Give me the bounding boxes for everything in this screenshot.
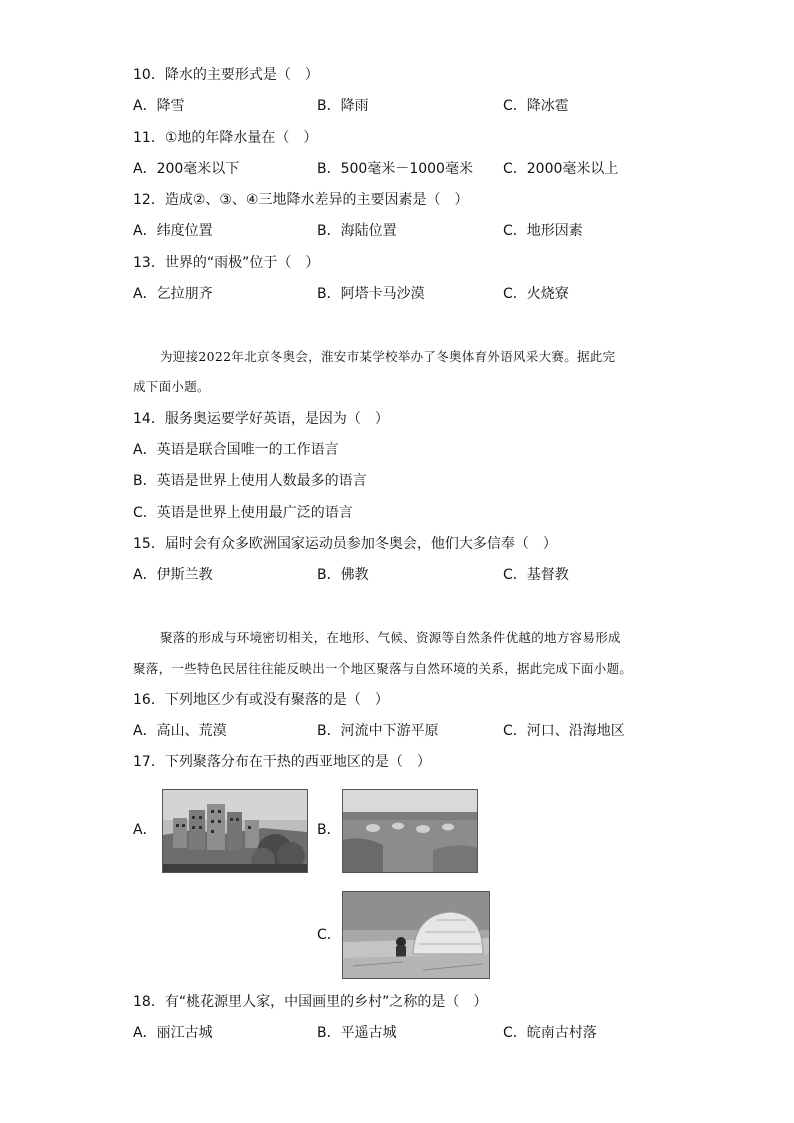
intro-paragraph-1-line-1: 为迎接2022年北京冬奥会，淮安市某学校举办了冬奥体育外语风采大赛。据此完: [160, 349, 616, 364]
q16-option-a: A．高山、荒漠: [133, 723, 227, 739]
question-14-stem: 14．服务奥运要学好英语，是因为（ ）: [133, 411, 389, 427]
q17-option-a-label: A．: [133, 822, 157, 838]
q16-option-c: C．河口、沿海地区: [503, 723, 625, 739]
q17-option-c-label: C．: [317, 927, 341, 943]
q11-option-a: A．200毫米以下: [133, 161, 240, 177]
q18-option-c: C．皖南古村落: [503, 1025, 597, 1041]
q12-option-c: C．地形因素: [503, 223, 583, 239]
q15-option-c: C．基督教: [503, 567, 569, 583]
q12-option-a: A．纬度位置: [133, 223, 213, 239]
q13-option-b: B．阿塔卡马沙漠: [317, 286, 425, 302]
q17-photo-c-igloo: [342, 891, 490, 979]
q16-option-b: B．河流中下游平原: [317, 723, 439, 739]
q14-option-a: A．英语是联合国唯一的工作语言: [133, 442, 339, 458]
question-16-stem: 16．下列地区少有或没有聚落的是（ ）: [133, 692, 389, 708]
q18-option-b: B．平遥古城: [317, 1025, 397, 1041]
q11-option-b: B．500毫米－1000毫米: [317, 161, 473, 177]
q13-option-c: C．火烧寮: [503, 286, 569, 302]
q14-option-b: B．英语是世界上使用人数最多的语言: [133, 473, 367, 489]
q15-option-b: B．佛教: [317, 567, 369, 583]
question-17-stem: 17．下列聚落分布在干热的西亚地区的是（ ）: [133, 754, 431, 770]
question-11-stem: 11．①地的年降水量在（ ）: [133, 130, 318, 146]
question-15-stem: 15．届时会有众多欧洲国家运动员参加冬奥会，他们大多信奉（ ）: [133, 536, 557, 552]
q17-photo-a-mudbrick-towers: [162, 789, 308, 873]
q15-option-a: A．伊斯兰教: [133, 567, 213, 583]
question-13-stem: 13．世界的“雨极”位于（ ）: [133, 255, 320, 271]
question-18-stem: 18．有“桃花源里人家，中国画里的乡村”之称的是（ ）: [133, 994, 488, 1010]
q17-option-b-label: B．: [317, 822, 341, 838]
q10-option-a: A．降雪: [133, 98, 185, 114]
q10-option-c: C．降冰雹: [503, 98, 569, 114]
q10-option-b: B．降雨: [317, 98, 369, 114]
question-10-stem: 10．降水的主要形式是（ ）: [133, 67, 319, 83]
intro-paragraph-1-line-2: 成下面小题。: [133, 379, 210, 394]
intro-paragraph-2-line-1: 聚落的形成与环境密切相关，在地形、气候、资源等自然条件优越的地方容易形成: [160, 630, 621, 645]
q12-option-b: B．海陆位置: [317, 223, 397, 239]
q13-option-a: A．乞拉朋齐: [133, 286, 213, 302]
q18-option-a: A．丽江古城: [133, 1025, 213, 1041]
q17-photo-b-grassland-tents: [342, 789, 478, 873]
question-12-stem: 12．造成②、③、④三地降水差异的主要因素是（ ）: [133, 192, 469, 208]
q14-option-c: C．英语是世界上使用最广泛的语言: [133, 505, 353, 521]
intro-paragraph-2-line-2: 聚落，一些特色民居往往能反映出一个地区聚落与自然环境的关系，据此完成下面小题。: [133, 661, 633, 676]
q11-option-c: C．2000毫米以上: [503, 161, 619, 177]
